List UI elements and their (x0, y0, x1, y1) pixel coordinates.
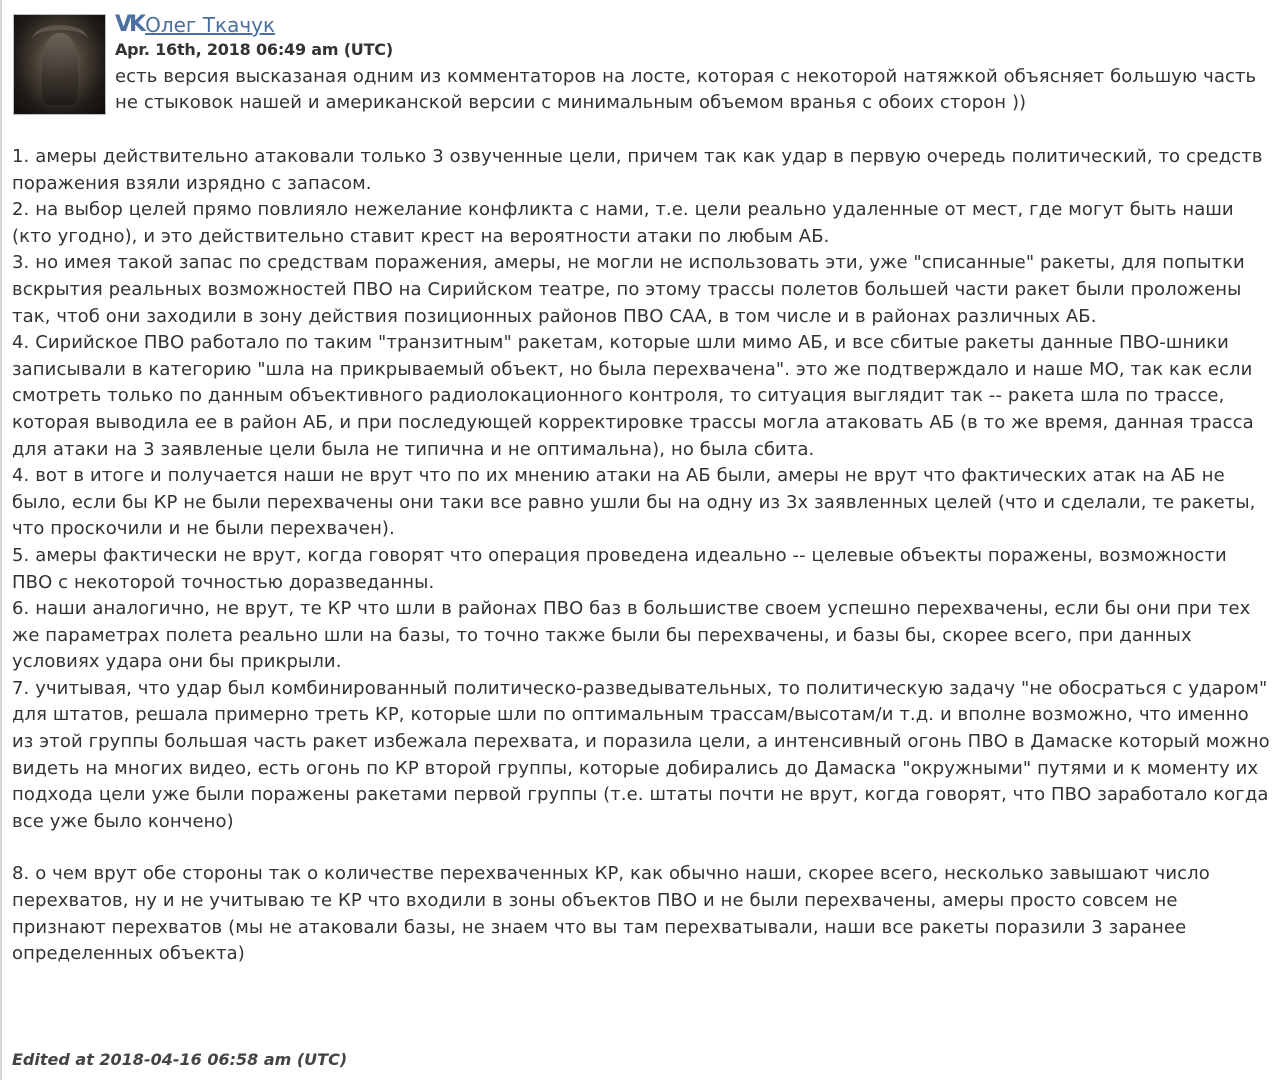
comment-point: 1. амеры действительно атаковали только 3 озвученные цели, причем так как удар в первую очередь политический, то средств поражения взяли изрядно с запасом. (12, 146, 1263, 194)
comment-point: 4. Сирийское ПВО работало по таким "транзитным" ракетам, которые шли мимо АБ, и все сбитые ракеты данные ПВО-шники записывали в категорию "шла на прикрываемый объект, но была перехвачена". это же подтверждало и наше МО, так как если смотреть только по данным объективного радиолокационного контроля, то ситуация выглядит так -- ракета шла по трассе, которая выводила ее в район АБ, и при последующей корректировке трассы могла атаковать АБ (в то же время, данная трасса для атаки на 3 заявленые цели была не типична и не оптимальна), но была сбита. (12, 332, 1254, 460)
comment-point: 8. о чем врут обе стороны так о количестве перехваченных КР, как обычно наши, скорее всего, несколько завышают число перехватов, ну и не учитываю те КР что входили в зоны объектов ПВО и не были перехвачены, амеры просто совсем не признают перехватов (мы не атаковали базы, не знаем что вы там перехватывали, наши все ракеты поразили 3 заранее определенных объекта) (12, 863, 1210, 965)
thread-indent-line (0, 0, 2, 1080)
edited-note: Edited at 2018-04-16 06:58 am (UTC) (12, 1050, 348, 1069)
user-avatar[interactable] (13, 14, 106, 115)
comment-header (115, 12, 393, 60)
vk-logo-icon: VK (115, 12, 144, 37)
comment-date: Apr. 16th, 2018 06:49 am (UTC) (115, 40, 393, 59)
comment-point: 4. вот в итоге и получается наши не врут что по их мнению атаки на АБ были, амеры не врут что фактических атак на АБ не было, если бы КР не были перехвачены они таки все равно ушли бы на одну из 3х заявленных целей (что и сделали, те ракеты, что проскочили и не были перехвачен). (12, 465, 1256, 540)
paragraph-gap (12, 835, 1270, 861)
avatar-figure (42, 33, 78, 105)
comment-intro: есть версия высказаная одним из комментаторов на лосте, которая с некоторой натяжкой объясняет большую часть не стыковок нашей и американской версии с минимальным объемом вранья с обоих сторон )) (115, 66, 1257, 113)
comment-body (12, 144, 1270, 968)
comment-point: 2. на выбор целей прямо повлияло нежелание конфликта с нами, т.е. цели реально удаленные от мест, где могут быть наши (кто угодно), и это действительно ставит крест на вероятности атаки по любым АБ. (12, 199, 1234, 247)
author-link[interactable]: Олег Ткачук (145, 13, 276, 37)
comment-point: 3. но имея такой запас по средствам поражения, амеры, не могли не использовать эти, уже "списанные" ракеты, для попытки вскрытия реальных возможностей ПВО на Сирийском театре, по этому трассы полетов большей части ракет были проложены так, чтоб они заходили в зону действия позиционных районов ПВО САА, в том числе и в районах различных АБ. (12, 252, 1245, 327)
comment-point: 7. учитывая, что удар был комбинированный политическо-разведывательных, то политическую задачу "не обосраться с ударом" для штатов, решала примерно треть КР, которые шли по оптимальным трассам/высотам/и т.д. и вполне возможно, что именно из этой группы большая часть ракет избежала перехвата, и поразила цели, а интенсивный огонь ПВО в Дамаске который можно видеть на многих видео, есть огонь по КР второй группы, которые добирались до Дамаска "окружными" путями и к моменту их подхода цели уже были поражены ракетами первой группы (т.е. штаты почти не врут, когда говорят, что ПВО заработало когда все уже было кончено) (12, 677, 1270, 832)
author-row (115, 12, 393, 38)
comment-point: 5. амеры фактически не врут, когда говорят что операция проведена идеально -- целевые объекты поражены, возможности ПВО с некоторой точностью доразведанны. (12, 544, 1227, 593)
comment-point: 6. наши аналогично, не врут, те КР что шли в районах ПВО баз в большистве своем успешно перехвачены, если бы они при тех же параметрах полета реально шли на базы, то точно также были бы перехвачены, и базы бы, скорее всего, при данных условиях удара они бы прикрыли. (12, 598, 1251, 673)
